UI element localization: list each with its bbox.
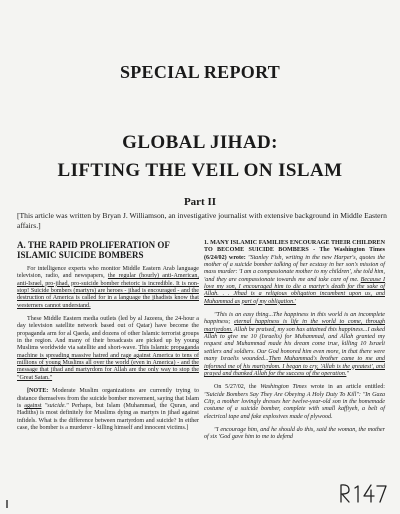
handwritten-note bbox=[338, 482, 388, 504]
title-line-2: LIFTING THE VEIL ON ISLAM bbox=[57, 160, 343, 181]
note-label: [NOTE: bbox=[27, 388, 49, 395]
paragraph-text: wrote in an article entitled: bbox=[306, 384, 385, 391]
right-column bbox=[204, 240, 385, 448]
paragraph-text: Perhaps, but Islam (Muhammad, the Quran, and Hadiths) is most definitely for Muslims dying as martyrs in jihad against infidels. What is the difference between martyrdom and suicide? In either case, the bomber is a murderer - killing himself and innocent victims.] bbox=[17, 402, 199, 431]
underlined-text: against bbox=[24, 402, 42, 409]
quote-text: : "In Gaza City, a mother lovingly dresses her twelve-year-old son in the homemade costume of a suicide bomber, complete with small kaffiyeh, a belt of electrical tape and fake explosives made of plywood. bbox=[204, 391, 386, 420]
left-column bbox=[17, 240, 199, 438]
underlined-text: This Islamic propaganda machine is spreading massive hatred and rage against America to tens of millions of young Muslims all over the world (even in America) - and the message that jihad and martyrdom for Allah are the only way to stop the "Great Satan." bbox=[17, 345, 199, 381]
note-paragraph bbox=[17, 388, 199, 432]
publication-name: Washington Times bbox=[260, 384, 307, 391]
quote-text: Allah be praised, my son has attained this happiness...I asked Allah to give me 10 (Israelis) for Muhammad, and Allah granted my request and Muhammad made his dream come true, killing 10 Israeli settlers and soldiers. Our God honored him even more, in that there were many Israelis wounded... bbox=[204, 326, 385, 363]
quote-close: " bbox=[346, 370, 349, 377]
paragraph bbox=[17, 316, 199, 382]
quote-text: "I encourage him, and he should do this, said the woman, the mother of six 'God gave him to me to defend bbox=[204, 426, 385, 441]
quote-paragraph bbox=[204, 312, 385, 378]
paragraph-text: These Middle Eastern media outlets (led by al Jazeera, the 24-hour a day television satellite network based out of Qatar) have become the propaganda arm for al Qaeda, and dozens of other Islamic terrorist groups in the region. And many of their broadcasts are picked up by young Muslims worldwide via satellite and short-wave. bbox=[17, 316, 199, 352]
paragraph bbox=[204, 384, 385, 421]
underlined-quote: eternal happiness is life in the world to come, through martyrdom. bbox=[204, 319, 385, 333]
quote-text: "Stanley Fish, writing in the new Harper's, quotes the mother of a suicide bomber talking of her ecstasy in her son's mission of mass murder: 'I am a compassionate mother to my children', she told him, 'and they are compassionate towards me and take care of me. bbox=[204, 254, 385, 283]
underlined-text: the regular (hourly) anti-American, anti-Israel, pro-jihad, pro-suicide bomber rhetoric is incredible. It is non-stop! Suicide bombers (martyrs) are heroes - jihad is encouraged - and the destruction of America is called for in a language the jihadists know that westerners cannot understand. bbox=[17, 273, 200, 309]
author-note: [This article was written by Bryan J. Williamson, an investigative journalist with extensive background in Middle Eastern affairs.] bbox=[17, 211, 387, 230]
point-heading: 1. MANY ISLAMIC FAMILIES ENCOURAGE THEIR CHILDREN TO BECOME SUICIDE BOMBERS bbox=[204, 240, 385, 254]
scan-edge-mark bbox=[6, 500, 8, 508]
underlined-quote: Then Muhammad's brother came to me and informed me of his martyrdom. I began to cry, 'Allah is the greatest', and prayed and thanked Allah for the success of the operation. bbox=[204, 356, 385, 377]
paragraph-text: Moderate Muslim organizations are currently trying to distance themselves from the suicide bomber movement, saying that Islam is bbox=[17, 388, 199, 409]
paragraph-text: For intelligence experts who monitor Middle Eastern Arab language television, radio, and newspapers, bbox=[17, 266, 199, 280]
underlined-quote: Because I love my son, I encouraged him to die a martyr's death for the sake of Allah. . . Jihad is a religious obligation incumbent upon us, and Muhammad as part of my obligation.' bbox=[204, 276, 386, 305]
quote-paragraph bbox=[204, 427, 385, 442]
article-title: "Suicide Bombers Say They Are Obeying A Holy Duty To Kill" bbox=[204, 391, 359, 398]
paragraph-text: On 5/27/02, the bbox=[214, 384, 261, 391]
part-label: Part II bbox=[183, 196, 217, 208]
title-line-1: GLOBAL JIHAD: bbox=[122, 132, 278, 153]
section-heading: A. THE RAPID PROLIFERATION OF ISLAMIC SUICIDE BOMBERS bbox=[17, 240, 170, 260]
numbered-point bbox=[204, 240, 385, 306]
quote-text: "This is an easy thing...The happiness in this world is an incomplete happiness; bbox=[204, 312, 385, 326]
section-kicker: SPECIAL REPORT bbox=[119, 62, 281, 82]
point-heading-source: - The Washington Times (6/24/02) wrote: bbox=[204, 247, 385, 261]
paragraph bbox=[17, 266, 199, 310]
italic-text: "suicide." bbox=[41, 402, 69, 409]
